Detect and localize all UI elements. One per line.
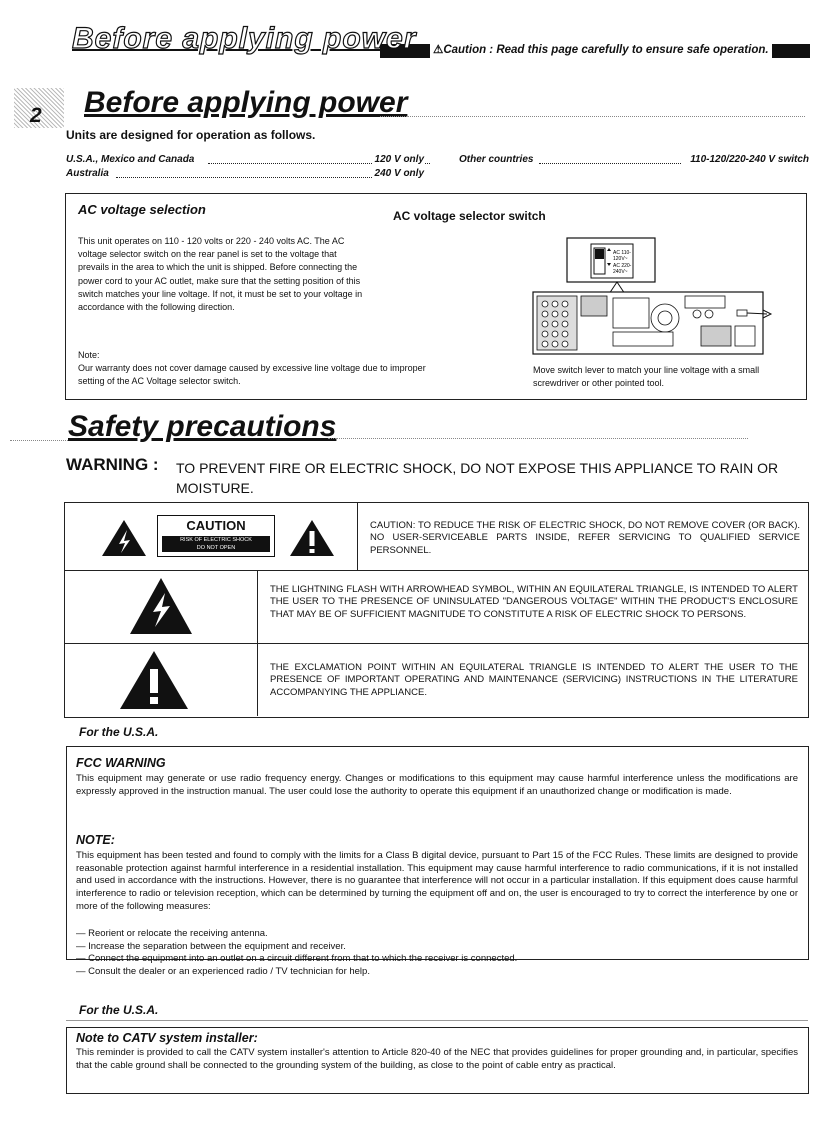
spec-region: Australia	[66, 168, 109, 179]
table-divider	[357, 502, 358, 570]
ac-voltage-title: AC voltage selection	[78, 202, 206, 217]
caution-word: CAUTION	[186, 518, 246, 533]
spec-other	[459, 153, 809, 167]
section-title-safety: Safety precautions	[68, 410, 337, 443]
exclamation-point-icon	[118, 649, 190, 711]
spec-australia	[66, 167, 422, 181]
measure-item: — Increase the separation between the equipment and receiver.	[76, 940, 346, 952]
note-label: Note:	[78, 350, 100, 360]
catv-title: Note to CATV system installer:	[76, 1031, 258, 1045]
table-divider	[64, 570, 808, 571]
ac-voltage-note	[78, 349, 428, 388]
title-dotted-rule	[380, 116, 805, 117]
header-caution	[430, 42, 772, 58]
switch-title: AC voltage selector switch	[393, 209, 546, 223]
switch-label-1: AC 110-	[613, 250, 631, 256]
lightning-flash-icon	[128, 576, 194, 636]
caution-sub-line-1: RISK OF ELECTRIC SHOCK	[180, 537, 252, 543]
ac-voltage-body: This unit operates on 110 - 120 volts or 220 - 240 volts AC. The AC voltage selector switch on the rear panel is set to the voltage that prevails in the area to which the unit is shipped. Before connecting the power cord to your AC outlet, make sure that the setting position of this switch matches your line voltage. If not, it must be set to your voltage in accordance with the following direction.	[78, 236, 363, 313]
note-text: Our warranty does not cover damage caused by excessive line voltage due to improper setting of the AC Voltage selector switch.	[78, 363, 426, 386]
lightning-statement: THE LIGHTNING FLASH WITH ARROWHEAD SYMBOL, WITHIN AN EQUILATERAL TRIANGLE, IS INTENDED TO ALERT THE USER TO THE PRESENCE OF UNINSULATED "DANGEROUS VOLTAGE" WITHIN THE PRODUCT'S ENCLOSURE THAT MAY BE OF SUFFICIENT MAGNITUDE TO CONSTITUTE A RISK OF ELECTRIC SHOCK TO PERSONS.	[270, 584, 798, 620]
title-dotted-rule-left	[10, 440, 68, 441]
warning-label: WARNING :	[66, 455, 159, 474]
title-dotted-rule-right	[328, 438, 748, 439]
switch-label-3: AC 220-	[613, 263, 632, 269]
caution-sub-line-2: DO NOT OPEN	[196, 545, 236, 551]
measure-item: — Reorient or relocate the receiving antenna.	[76, 928, 268, 939]
spec-leader	[539, 163, 681, 164]
spec-region: U.S.A., Mexico and Canada	[66, 154, 195, 165]
rear-panel-illustration	[505, 232, 795, 360]
spec-value: 120 V only	[374, 154, 424, 165]
catv-text: This reminder is provided to call the CATV system installer's attention to Article 820-40 of the NEC that provides guidelines for proper grounding and, in particular, specifies that the cable ground shall be connected to the grounding system of the building, as close to the point of cable entry as practical.	[76, 1047, 798, 1071]
spec-value: 240 V only	[374, 168, 424, 179]
switch-label-2: 120V~	[613, 256, 628, 262]
header-title: Before applying power	[72, 22, 417, 55]
caution-small-icon: ⚠	[433, 44, 444, 56]
section-title-power: Before applying power	[84, 86, 408, 119]
fcc-note-text: This equipment has been tested and found to comply with the limits for a Class B digital device, pursuant to Part 15 of the FCC Rules. These limits are designed to provide reasonable protection against harmful interference in a residential installation. This equipment may cause harmful interference to radio communications, if it is not installed and used in accordance with the instructions. However, there is no guarantee that interference will not occur in a particular installation. If this equipment does cause harmful interference to radio or television reception, which can be determined by turning the equipment off and on, the user is encouraged to try to correct the interference by one or more of the following measures:	[76, 850, 798, 912]
fcc-measures	[76, 928, 798, 979]
fcc-warning-title: FCC WARNING	[76, 756, 166, 770]
lightning-warning-icon	[100, 518, 148, 558]
spec-region: Other countries	[459, 154, 534, 165]
switch-label-4: 240V~	[613, 269, 628, 275]
measure-item: — Connect the equipment into an outlet on a circuit different from that to which the receiver is connected.	[76, 953, 518, 965]
table-divider	[64, 643, 808, 644]
usa-label-1: For the U.S.A.	[79, 725, 159, 739]
spec-usa	[66, 153, 422, 167]
caution-statement: CAUTION: TO REDUCE THE RISK OF ELECTRIC SHOCK, DO NOT REMOVE COVER (OR BACK). NO USER-SERVICEABLE PARTS INSIDE, REFER SERVICING TO QUALIFIED SERVICE PERSONNEL.	[370, 520, 800, 556]
exclamation-warning-icon	[288, 518, 336, 558]
measure-item: — Consult the dealer or an experienced radio / TV technician for help.	[76, 966, 370, 978]
units-intro: Units are designed for operation as follows.	[66, 128, 316, 142]
fcc-note-title: NOTE:	[76, 833, 115, 847]
switch-instruction: Move switch lever to match your line voltage with a small screwdriver or other pointed tool.	[533, 365, 760, 388]
section-rule	[66, 1020, 808, 1021]
caution-subtext	[162, 536, 270, 552]
warning-text: TO PREVENT FIRE OR ELECTRIC SHOCK, DO NOT EXPOSE THIS APPLIANCE TO RAIN OR MOISTURE.	[176, 460, 779, 496]
spec-value: 110-120/220-240 V switch	[690, 154, 809, 165]
usa-label-2: For the U.S.A.	[79, 1003, 159, 1017]
spec-leader	[116, 177, 404, 178]
page-number: 2	[30, 104, 42, 127]
exclamation-statement: THE EXCLAMATION POINT WITHIN AN EQUILATERAL TRIANGLE IS INTENDED TO ALERT THE USER TO THE PRESENCE OF IMPORTANT OPERATING AND MAINTENANCE (SERVICING) INSTRUCTIONS IN THE LITERATURE ACCOMPANYING THE APPLIANCE.	[270, 662, 798, 698]
fcc-warning-text: This equipment may generate or use radio frequency energy. Changes or modifications to this equipment may cause harmful interference unless the modifications are expressly approved in the instruction manual. The user could lose the authority to operate this equipment if an unauthorized change or modification is made.	[76, 773, 798, 797]
header-caution-text: Caution : Read this page carefully to ensure safe operation.	[443, 44, 769, 56]
caution-badge	[157, 515, 275, 557]
